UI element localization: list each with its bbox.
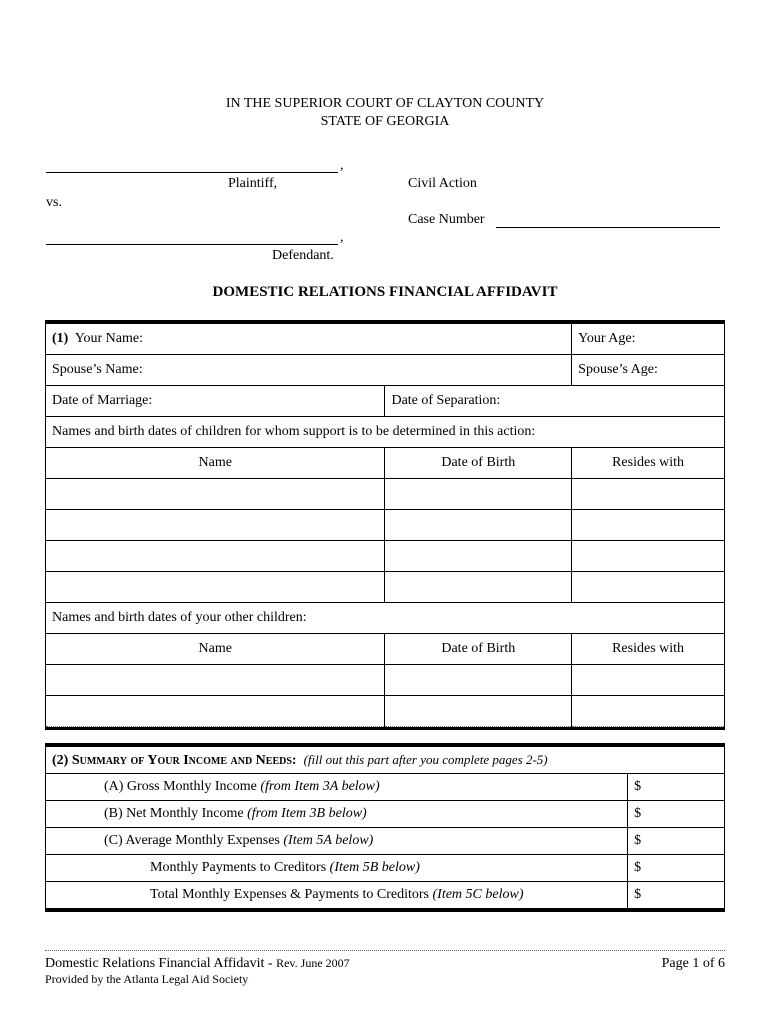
form-title: DOMESTIC RELATIONS FINANCIAL AFFIDAVIT (212, 284, 558, 300)
footer-form-name: Domestic Relations Financial Affidavit - (45, 956, 277, 971)
child-resides-cell[interactable] (572, 572, 725, 603)
col-resides-header: Resides with (572, 634, 725, 665)
child-dob-cell[interactable] (385, 541, 572, 572)
gross-income-field[interactable] (628, 774, 725, 801)
other-child-name-cell[interactable] (46, 696, 385, 727)
col-dob-header: Date of Birth (385, 448, 572, 479)
table-row (46, 828, 725, 855)
other-child-dob-cell[interactable] (385, 665, 572, 696)
child-dob-cell[interactable] (385, 479, 572, 510)
monthly-expenses-field[interactable] (628, 828, 725, 855)
table-row (46, 479, 725, 510)
summary-label: (B) Net Monthly Income (from Item 3B below) (46, 801, 628, 828)
court-line: IN THE SUPERIOR COURT OF CLAYTON COUNTY (225, 96, 545, 111)
plaintiff-name-field[interactable] (46, 160, 338, 173)
section-1 (45, 320, 725, 730)
col-dob-header: Date of Birth (385, 634, 572, 665)
defendant-name-field[interactable] (46, 232, 338, 245)
section-1-table (45, 323, 725, 727)
case-number-field[interactable] (496, 214, 720, 228)
spouse-age-label: Spouse’s Age: (578, 362, 658, 377)
section-2-note: (fill out this part after you complete pages 2-5) (303, 751, 548, 767)
children-support-label: Names and birth dates of children for whom support is to be determined in this action: (46, 417, 725, 448)
table-row (46, 855, 725, 882)
vs-label: vs. (46, 195, 62, 210)
footer-divider (45, 950, 725, 951)
other-children-label: Names and birth dates of your other children: (46, 603, 725, 634)
your-name-label: Your Name: (74, 331, 144, 346)
date-of-marriage-label: Date of Marriage: (52, 393, 153, 408)
section-2 (45, 743, 725, 912)
dollar-sign: $ (634, 833, 642, 848)
child-dob-cell[interactable] (385, 572, 572, 603)
child-name-cell[interactable] (46, 572, 385, 603)
creditor-payments-field[interactable] (628, 855, 725, 882)
col-name-header: Name (46, 448, 385, 479)
table-row (46, 774, 725, 801)
total-expenses-field[interactable] (628, 882, 725, 909)
col-name-header: Name (46, 634, 385, 665)
spouse-name-label: Spouse’s Name: (52, 362, 143, 377)
child-resides-cell[interactable] (572, 479, 725, 510)
other-child-dob-cell[interactable] (385, 696, 572, 727)
plaintiff-comma: , (340, 158, 344, 173)
col-resides-header: Resides with (572, 448, 725, 479)
footer-rev: Rev. June 2007 (276, 956, 350, 970)
section-2-table (45, 746, 725, 909)
other-child-resides-cell[interactable] (572, 696, 725, 727)
footer-title (45, 956, 350, 972)
date-of-separation-label: Date of Separation: (391, 393, 501, 408)
child-name-cell[interactable] (46, 541, 385, 572)
summary-label: Total Monthly Expenses & Payments to Creditors (Item 5C below) (46, 882, 628, 909)
footer-provider: Provided by the Atlanta Legal Aid Society (45, 972, 249, 986)
spouse-age-field[interactable] (572, 355, 725, 386)
your-age-label: Your Age: (578, 331, 636, 346)
your-name-field[interactable] (46, 324, 572, 355)
net-income-field[interactable] (628, 801, 725, 828)
child-dob-cell[interactable] (385, 510, 572, 541)
table-row (46, 572, 725, 603)
page-number: Page 1 of 6 (661, 956, 725, 971)
spouse-name-field[interactable] (46, 355, 572, 386)
dollar-sign: $ (634, 779, 642, 794)
table-row (46, 801, 725, 828)
your-age-field[interactable] (572, 324, 725, 355)
dollar-sign: $ (634, 806, 642, 821)
date-of-marriage-field[interactable] (46, 386, 385, 417)
other-child-resides-cell[interactable] (572, 665, 725, 696)
table-row (46, 882, 725, 909)
court-header (0, 96, 770, 130)
section-2-heading (46, 747, 725, 774)
date-of-separation-field[interactable] (385, 386, 725, 417)
summary-label: Monthly Payments to Creditors (Item 5B below) (46, 855, 628, 882)
defendant-comma: , (340, 230, 344, 245)
state-line: STATE OF GEORGIA (320, 114, 450, 129)
child-resides-cell[interactable] (572, 541, 725, 572)
summary-label: (A) Gross Monthly Income (from Item 3A below) (46, 774, 628, 801)
child-name-cell[interactable] (46, 510, 385, 541)
section-2-title: (2) Summary of Your Income and Needs: (52, 752, 297, 768)
case-number-label: Case Number (408, 212, 485, 227)
other-child-name-cell[interactable] (46, 665, 385, 696)
dollar-sign: $ (634, 887, 642, 902)
summary-label: (C) Average Monthly Expenses (Item 5A below) (46, 828, 628, 855)
child-name-cell[interactable] (46, 479, 385, 510)
plaintiff-label: Plaintiff, (228, 176, 278, 191)
table-row (46, 665, 725, 696)
table-row (46, 696, 725, 727)
table-row (46, 510, 725, 541)
defendant-label: Defendant. (272, 248, 334, 263)
dollar-sign: $ (634, 860, 642, 875)
table-row (46, 541, 725, 572)
section-number: (1) (52, 331, 69, 346)
child-resides-cell[interactable] (572, 510, 725, 541)
civil-action-label: Civil Action (408, 176, 477, 191)
